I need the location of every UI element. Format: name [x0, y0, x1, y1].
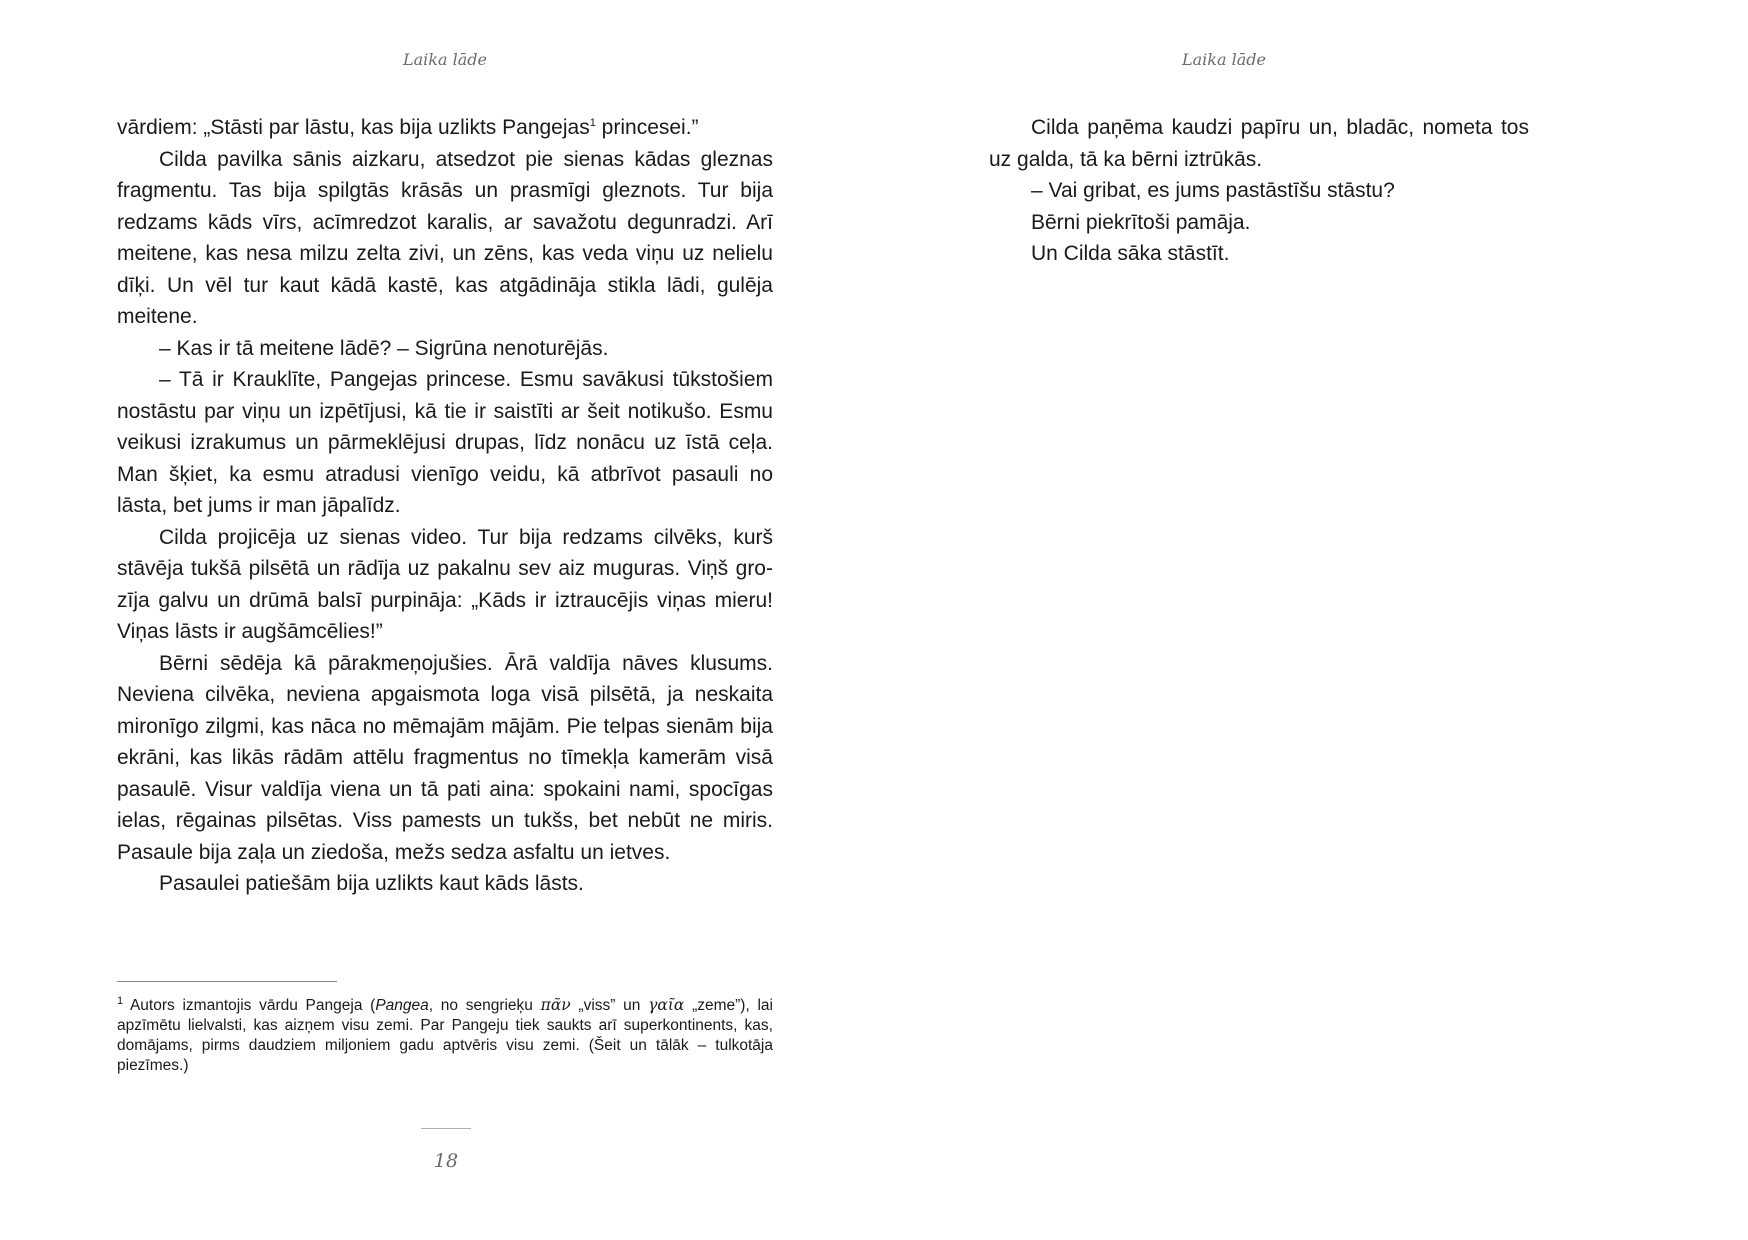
- paragraph: Un Cilda sāka stāstīt.: [1031, 242, 1230, 265]
- footnote-text: „viss” un: [570, 997, 649, 1014]
- paragraph: – Vai gribat, es jums pastāstīšu stāstu?: [1031, 179, 1395, 202]
- paragraph: Cilda paņēma kaudzi papīru un, bladāc, nometa tos uz galda, tā ka bērni iztrūkās.: [989, 116, 1529, 171]
- footnote-greek-word: πᾶν: [540, 996, 571, 1014]
- page-number-rule: [421, 1128, 471, 1129]
- running-head-left: Laika lāde: [403, 50, 487, 69]
- body-text-left: [117, 112, 773, 900]
- paragraph: Cilda pavilka sānis aizkaru, atsedzot pie sienas kādas gleznas fragmentu. Tas bija spilgtās krāsās un prasmīgi gleznots. Tur bija redzams kāds vīrs, acīmredzot karalis, ar savažotu degunradzi. Arī meitene, kas nesa milzu zelta zivi, un zēns, kas veda viņu uz nelielu dīķi. Un vēl tur kaut kādā kastē, kas atgādināja stikla lādi, gulēja meitene.: [117, 147, 773, 328]
- paragraph-continuation: [117, 112, 773, 144]
- paragraph: – Tā ir Krauklīte, Pangejas princese. Esmu savākusi tūkstošiem nostāstu par viņu un izpētījusi, kā tie ir saistīti ar šeit notikušo. Esmu veikusi izrakumus un pārmeklējusi drupas, līdz nonācu uz īstā ceļa. Man šķiet, ka esmu atradusi vienīgo veidu, kā atbrīvot pasauli no lāsta, bet jums ir man jāpalīdz.: [117, 368, 773, 517]
- paragraph: Pasaulei patiešām bija uzlikts kaut kāds lāsts.: [159, 872, 584, 895]
- paragraph: Cilda projicēja uz sienas video. Tur bija redzams cilvēks, kurš stāvēja tukšā pilsētā un rādīja uz pakalnu sev aiz muguras. Viņš grozīja galvu un drūmā balsī purpināja: „Kāds ir iztraucējis viņas mieru! Viņas lāsts ir augšāmcēlies!”: [117, 525, 773, 643]
- right-page: [874, 0, 1748, 1240]
- footnote-separator: [117, 981, 337, 982]
- running-head-right: Laika lāde: [1182, 50, 1266, 69]
- footnote: [117, 995, 773, 1076]
- body-text-right: [989, 112, 1529, 270]
- paragraph-text: princesei.”: [595, 116, 699, 139]
- footnote-text: „zeme”), lai apzīmētu lielvalsti, kas aizņem visu zemi. Par Pangeju tiek saukts arī superkontinents, kas, domājams, pirms daudziem miljoniem gadu aptvēris visu zemi. (Šeit un tālāk – tulkotāja piezīmes.): [117, 997, 773, 1074]
- page-number: 18: [433, 1150, 459, 1172]
- footnote-text: Autors izmantojis vārdu Pangeja (: [123, 997, 376, 1014]
- footnote-text: , no sengrieķu: [428, 997, 541, 1014]
- paragraph-text: vārdiem: „Stāsti par lāstu, kas bija uzlikts Pangejas: [117, 116, 590, 139]
- paragraph: Bērni piekrītoši pamāja.: [1031, 210, 1251, 234]
- footnote-greek-word: γαῖα: [648, 996, 685, 1014]
- paragraph: – Kas ir tā meitene lādē? – Sigrūna nenoturējās.: [159, 336, 609, 360]
- paragraph: Bērni sēdēja kā pārakmeņojušies. Ārā valdīja nāves klusums. Neviena cilvēka, neviena apgaismota loga visā pilsētā, ja neskaita mironīgo zilgmi, kas nāca no mēmajām mājām. Pie telpas sienām bija ekrāni, kas likās rādām attēlu fragmentus no tīmekļa kamerām visā pasaulē. Visur valdīja viena un tā pati aina: spokaini nami, spocīgas ielas, rēgainas pilsētas. Viss pamests un tukšs, bet nebūt ne miris. Pasaule bija zaļa un ziedoša, mežs sedza asfaltu un ietves.: [117, 651, 773, 864]
- footnote-marker: 1: [117, 995, 124, 1007]
- footnote-italic-word: Pangea: [375, 997, 429, 1014]
- footnote-reference[interactable]: 1: [589, 117, 596, 129]
